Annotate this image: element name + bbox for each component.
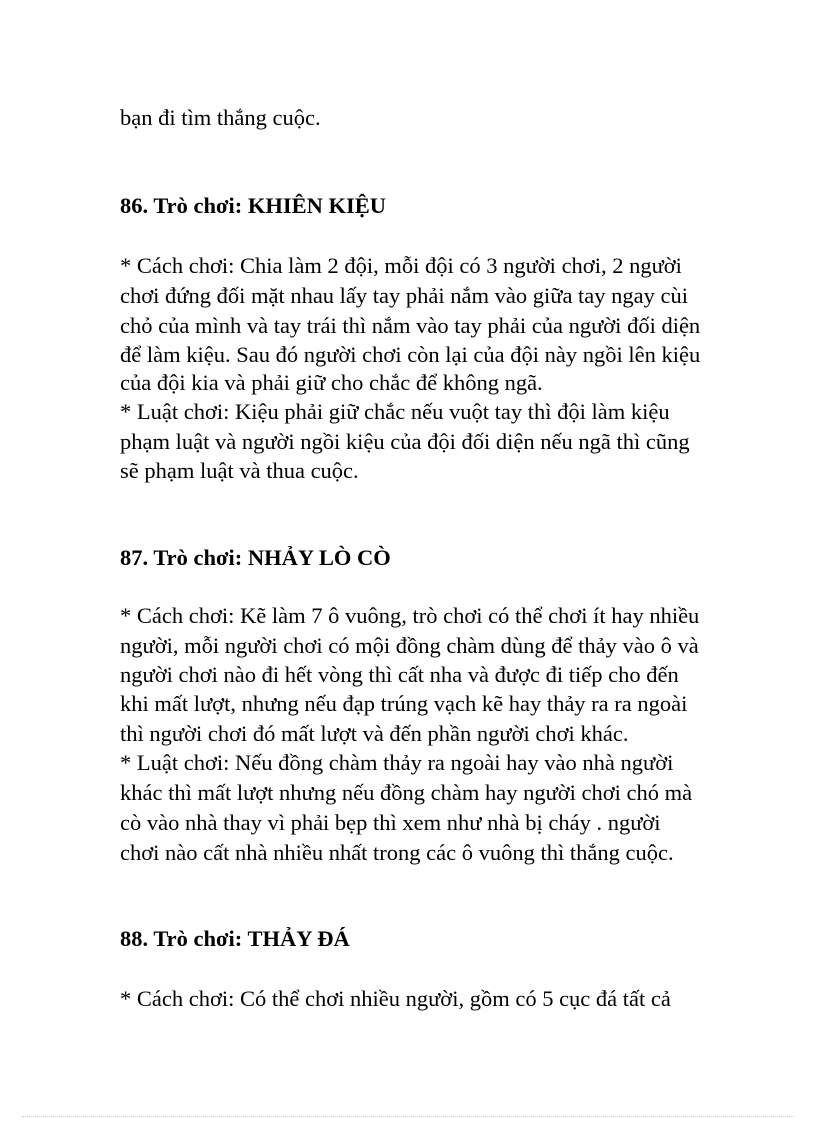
paragraph-line: người, mỗi người chơi có mội đồng chàm dùng để thảy vào ô và bbox=[120, 633, 699, 658]
paragraph-line: của đội kia và phải giữ cho chắc để không ngã. bbox=[120, 370, 543, 395]
paragraph-line: * Cách chơi: Kẽ làm 7 ô vuông, trò chơi có thể chơi ít hay nhiều bbox=[120, 603, 700, 628]
paragraph-line: để làm kiệu. Sau đó người chơi còn lại của đội này ngồi lên kiệu bbox=[120, 342, 701, 367]
paragraph-line: khi mất lượt, nhưng nếu đạp trúng vạch kẽ hay thảy ra ra ngoài bbox=[120, 691, 688, 716]
paragraph-line: chỏ của mình và tay trái thì nắm vào tay phải của người đối diện bbox=[120, 313, 701, 338]
paragraph-line: * Luật chơi: Nếu đồng chàm thảy ra ngoài hay vào nhà người bbox=[120, 750, 674, 775]
paragraph-line: cò vào nhà thay vì phải bẹp thì xem như nhà bị cháy . người bbox=[120, 810, 661, 835]
paragraph-line: * Cách chơi: Chia làm 2 đội, mỗi đội có 3 người chơi, 2 người bbox=[120, 253, 682, 278]
paragraph-line: sẽ phạm luật và thua cuộc. bbox=[120, 458, 359, 483]
paragraph-line: chơi nào cất nhà nhiều nhất trong các ô vuông thì thắng cuộc. bbox=[120, 840, 674, 865]
section-heading-86: 86. Trò chơi: KHIÊN KIỆU bbox=[120, 193, 387, 218]
section-heading-88: 88. Trò chơi: THẢY ĐÁ bbox=[120, 926, 350, 951]
paragraph-line: * Luật chơi: Kiệu phải giữ chắc nếu vuột tay thì đội làm kiệu bbox=[120, 399, 670, 424]
paragraph-line: phạm luật và người ngồi kiệu của đội đối diện nếu ngã thì cũng bbox=[120, 429, 690, 454]
page-bottom-divider bbox=[22, 1116, 794, 1117]
paragraph-line: khác thì mất lượt nhưng nếu đồng chàm hay người chơi chó mà bbox=[120, 780, 693, 805]
section-heading-87: 87. Trò chơi: NHẢY LÒ CÒ bbox=[120, 545, 391, 570]
paragraph-line: người chơi nào đi hết vòng thì cất nha và được đi tiếp cho đến bbox=[120, 662, 679, 687]
paragraph-line: thì người chơi đó mất lượt và đến phần người chơi khác. bbox=[120, 721, 629, 746]
paragraph-line: chơi đứng đối mặt nhau lấy tay phải nắm vào giữa tay ngay cùi bbox=[120, 283, 689, 308]
intro-line: bạn đi tìm thắng cuộc. bbox=[120, 105, 321, 130]
paragraph-line: * Cách chơi: Có thể chơi nhiều người, gồm có 5 cục đá tất cả bbox=[120, 986, 671, 1011]
